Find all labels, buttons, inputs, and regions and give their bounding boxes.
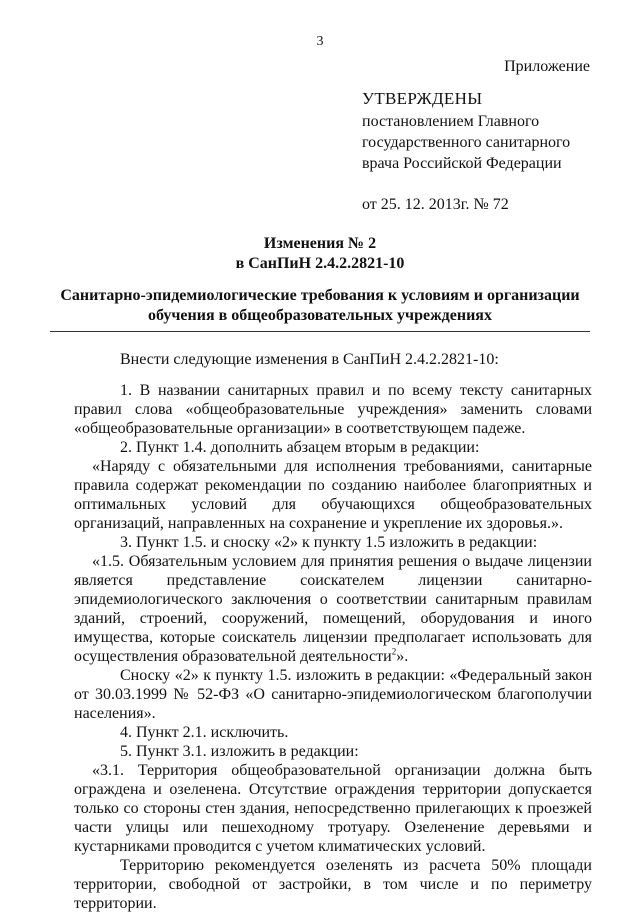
paragraph-9: «3.1. Территория общеобразовательной организации должна быть ограждена и озеленена. Отсутствие ограждения территории допускается только со стороны стен здания, непосредственно прилегающих к проезжей части улицы или пешеходному тротуару. Озеленение деревьями и кустарниками проводится с учетом климатических условий. bbox=[74, 762, 592, 855]
approval-block bbox=[362, 88, 612, 215]
title-divider bbox=[50, 331, 590, 332]
paragraph-3: «Наряду с обязательными для исполнения требованиями, санитарные правила содержат рекомендации по созданию наиболее благоприятных и оптимальных условий для обучающихся общеобразовательных организаций, направленных на сохранение и укрепление их здоровья.». bbox=[74, 458, 592, 532]
paragraph-5-text: «1.5. Обязательным условием для принятия решения о выдаче лицензии является представление соискателем лицензии санитарно-эпидемиологического заключения о соответствии санитарным правилам зданий, строений, сооружений, помещений, оборудования и иного имущества, которые соискатель лицензии предполагает использовать для осуществления образовательной деятельности bbox=[74, 553, 592, 665]
approval-heading: УТВЕРЖДЕНЫ bbox=[362, 89, 483, 108]
appendix-label: Приложение bbox=[504, 58, 590, 75]
paragraph-5-end: ». bbox=[396, 648, 409, 665]
approval-line: государственного санитарного bbox=[362, 134, 571, 151]
paragraph-4: 3. Пункт 1.5. и сноску «2» к пункту 1.5 изложить в редакции: bbox=[120, 534, 538, 551]
decree-date-number: от 25. 12. 2013г. № 72 bbox=[362, 196, 509, 213]
paragraph-6: Сноску «2» к пункту 1.5. изложить в редакции: «Федеральный закон от 30.03.1999 № 52-ФЗ «О санитарно-эпидемиологическом благополучии населения». bbox=[74, 667, 592, 722]
approval-line: врача Российской Федерации bbox=[362, 155, 562, 172]
paragraph-2: 2. Пункт 1.4. дополнить абзацем вторым в редакции: bbox=[120, 439, 480, 456]
document-subtitle bbox=[50, 286, 590, 326]
footnote-marker: 2 bbox=[391, 646, 397, 657]
paragraph-10: Территорию рекомендуется озеленять из расчета 50% площади территории, свободной от застройки, в том числе и по периметру территории. bbox=[74, 857, 592, 912]
intro-paragraph: Внести следующие изменения в СанПиН 2.4.2.2821-10: bbox=[120, 351, 499, 368]
title-line-1: Изменения № 2 bbox=[263, 235, 377, 252]
document-title bbox=[0, 234, 640, 274]
paragraph-7: 4. Пункт 2.1. исключить. bbox=[120, 724, 289, 741]
paragraph-5 bbox=[74, 552, 592, 666]
page-number: 3 bbox=[316, 34, 324, 49]
document-body bbox=[74, 350, 592, 913]
paragraph-1: 1. В названии санитарных правил и по всему тексту санитарных правил слова «общеобразовательные учреждения» заменить словами «общеобразовательные организации» в соответствующем падеже. bbox=[74, 382, 592, 437]
paragraph-8: 5. Пункт 3.1. изложить в редакции: bbox=[120, 743, 359, 760]
subtitle-line-1: Санитарно-эпидемиологические требования к условиям и организации bbox=[60, 287, 580, 304]
subtitle-line-2: обучения в общеобразовательных учреждениях bbox=[148, 307, 492, 324]
title-line-2: в СанПиН 2.4.2.2821-10 bbox=[235, 255, 405, 272]
approval-line: постановлением Главного bbox=[362, 113, 540, 130]
